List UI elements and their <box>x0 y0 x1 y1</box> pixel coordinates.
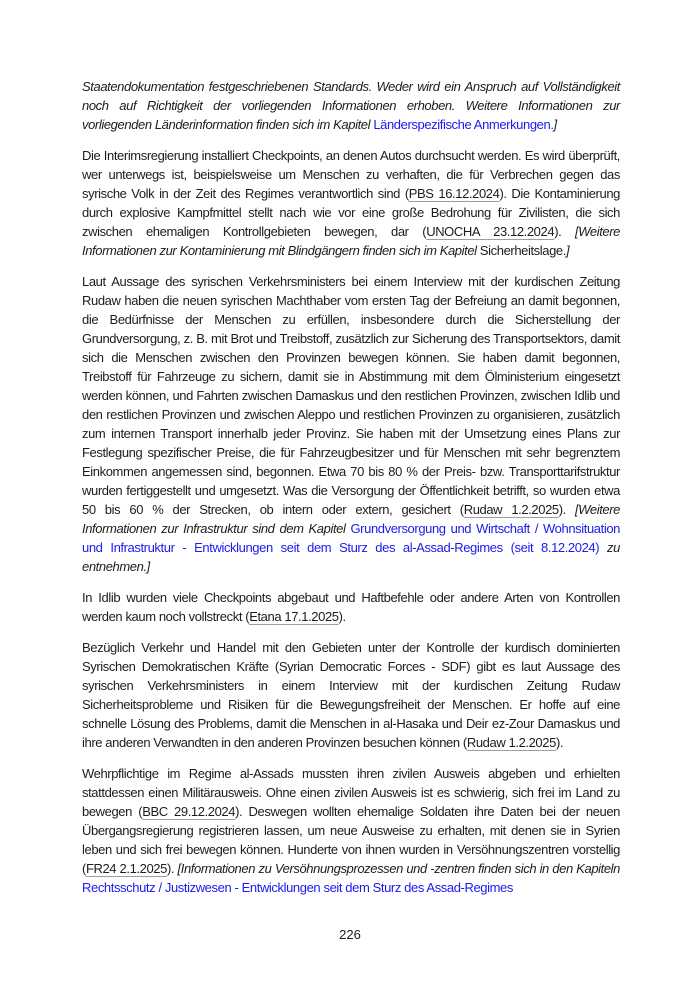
text-run: Die Interimsregierung installiert Checkpoints, an denen Autos durchsucht werden. Es wird überprüft, wer unterwegs ist, beispielsweise um Menschen zu verhaften, die für Verbrechen gegen das syrische Volk in der Zeit des Regimes verantwortlich sind ( <box>82 148 620 201</box>
italic-text-run: Staatendokumentation festgeschriebenen Standards. Weder wird ein Anspruch auf Vollständigkeit noch auf Richtigkeit der vorliegenden Informationen erhoben. Weitere Informationen zur vorliegenden Länderinformation finden sich im Kapitel <box>82 79 620 132</box>
paragraph-sdf-gebiete <box>82 638 620 752</box>
text-run: ). <box>338 609 346 624</box>
text-run: ). Deswegen wollten ehemalige Soldaten ihre Daten bei der neuen Übergangsregierung registrieren lassen, um neue Ausweise zu erhalten, mit denen sie in Syrien leben und sich frei bewegen können. Hunderte von ihnen wurden in Versöhnungszentren vorstellig ( <box>82 804 621 876</box>
italic-text-run: zu entnehmen.] <box>82 540 620 574</box>
document-body <box>82 77 620 897</box>
page-number: 226 <box>339 927 361 942</box>
text-run: Sicherheitslage. <box>479 243 566 258</box>
text-run: ). Die Kontaminierung durch explosive Kampfmittel stellt nach wie vor eine große Bedrohung für Zivilisten, die sich zwischen ehemaligen Kontrollgebieten bewegen, dar ( <box>82 186 620 239</box>
text-run: ). <box>554 224 576 239</box>
chapter-link[interactable]: Länderspezifische Anmerkungen. <box>373 117 554 132</box>
italic-text-run: [Informationen zu Versöhnungsprozessen und -zentren finden sich in den Kapiteln <box>177 861 621 876</box>
text-run: ). <box>166 861 178 876</box>
paragraph-checkpoints-interimsregierung <box>82 146 620 260</box>
source-citation[interactable]: Etana 17.1.2025 <box>249 609 339 624</box>
text-run: Laut Aussage des syrischen Verkehrsministers bei einem Interview mit der kurdischen Zeitung Rudaw haben die neuen syrischen Machthaber vom ersten Tag der Befreiung an damit begonnen, die Bedürfnisse der Menschen zu erfüllen, insbesondere durch die Sicherstellung der Grundversorgung, z. B. mit Brot und Treibstoff, zusätzlich zur Sicherung des Transportsektors, damit sich die Menschen zwischen den Provinzen bewegen können. Sie haben damit begonnen, Treibstoff für Fahrzeuge zu sichern, damit sie in Abstimmung mit dem Ölministerium eingesetzt werden können, und Fahrten zwischen Damaskus und den restlichen Provinzen, zwischen Idlib und den restlichen Provinzen und zwischen Aleppo und restlichen Provinzen zu organisieren, zusätzlich zum internen Transport innerhalb jeder Provinz. Sie haben mit der Umsetzung eines Plans zur Festlegung spezifischer Preise, die für Fahrzeugbesitzer und für Menschen mit sehr begrenztem Einkommen angemessen sind, begonnen. Etwa 70 bis 80 % der Preis- bzw. Transporttarifstruktur wurden fertiggestellt und umgesetzt. Was die Versorgung der Öffentlichkeit betrifft, so wurden etwa 50 bis 60 % der Strecken, ob intern oder extern, gesichert ( <box>82 274 620 517</box>
source-citation[interactable]: BBC 29.12.2024 <box>142 804 236 819</box>
chapter-link[interactable]: Rechtsschutz / Justizwesen - Entwicklungen seit dem Sturz des Assad-Regimes <box>82 880 513 895</box>
paragraph-disclaimer <box>82 77 620 134</box>
source-citation[interactable]: PBS 16.12.2024 <box>408 186 500 201</box>
italic-text-run: [Weitere Informationen zur Infrastruktur sind dem Kapitel <box>82 502 620 536</box>
italic-text-run: [Weitere Informationen zur Kontaminierung mit Blindgängern finden sich im Kapitel <box>82 224 620 258</box>
text-run: Bezüglich Verkehr und Handel mit den Gebieten unter der Kontrolle der kurdisch dominierten Syrischen Demokratischen Kräfte (Syrian Democratic Forces - SDF) gibt es laut Aussage des syrischen Verkehrsministers in einem Interview mit der kurdischen Zeitung Rudaw Sicherheitsprobleme und Risiken für die Bewegungsfreiheit der Menschen. Er hoffe auf eine schnelle Lösung des Problems, damit die Menschen in al-Hasaka und Deir ez-Zour Damaskus und ihre anderen Verwandten in den anderen Provinzen besuchen können ( <box>82 640 620 750</box>
source-citation[interactable]: Rudaw 1.2.2025 <box>463 502 559 517</box>
source-citation[interactable]: Rudaw 1.2.2025 <box>466 735 556 750</box>
source-citation[interactable]: UNOCHA 23.12.2024 <box>426 224 555 239</box>
italic-text-run: ] <box>565 243 570 258</box>
source-citation[interactable]: FR24 2.1.2025 <box>85 861 167 876</box>
paragraph-verkehrsminister-interview <box>82 272 620 576</box>
chapter-link[interactable]: Grundversorgung und Wirtschaft / Wohnsituation und Infrastruktur - Entwicklungen seit dem Sturz des al-Assad-Regimes (seit 8.12.2024) <box>82 521 620 555</box>
paragraph-idlib-checkpoints <box>82 588 620 626</box>
text-run: Wehrpflichtige im Regime al-Assads mussten ihren zivilen Ausweis abgeben und erhielten stattdessen einen Militärausweis. Ohne einen zivilen Ausweis ist es schwierig, sich frei im Land zu bewegen ( <box>82 766 620 819</box>
italic-text-run: ] <box>553 117 557 132</box>
text-run: In Idlib wurden viele Checkpoints abgebaut und Haftbefehle oder andere Arten von Kontrollen werden kaum noch vollstreckt ( <box>82 590 620 624</box>
text-run: ). <box>555 735 564 750</box>
paragraph-wehrpflichtige-ausweise <box>82 764 620 897</box>
text-run: ). <box>558 502 576 517</box>
